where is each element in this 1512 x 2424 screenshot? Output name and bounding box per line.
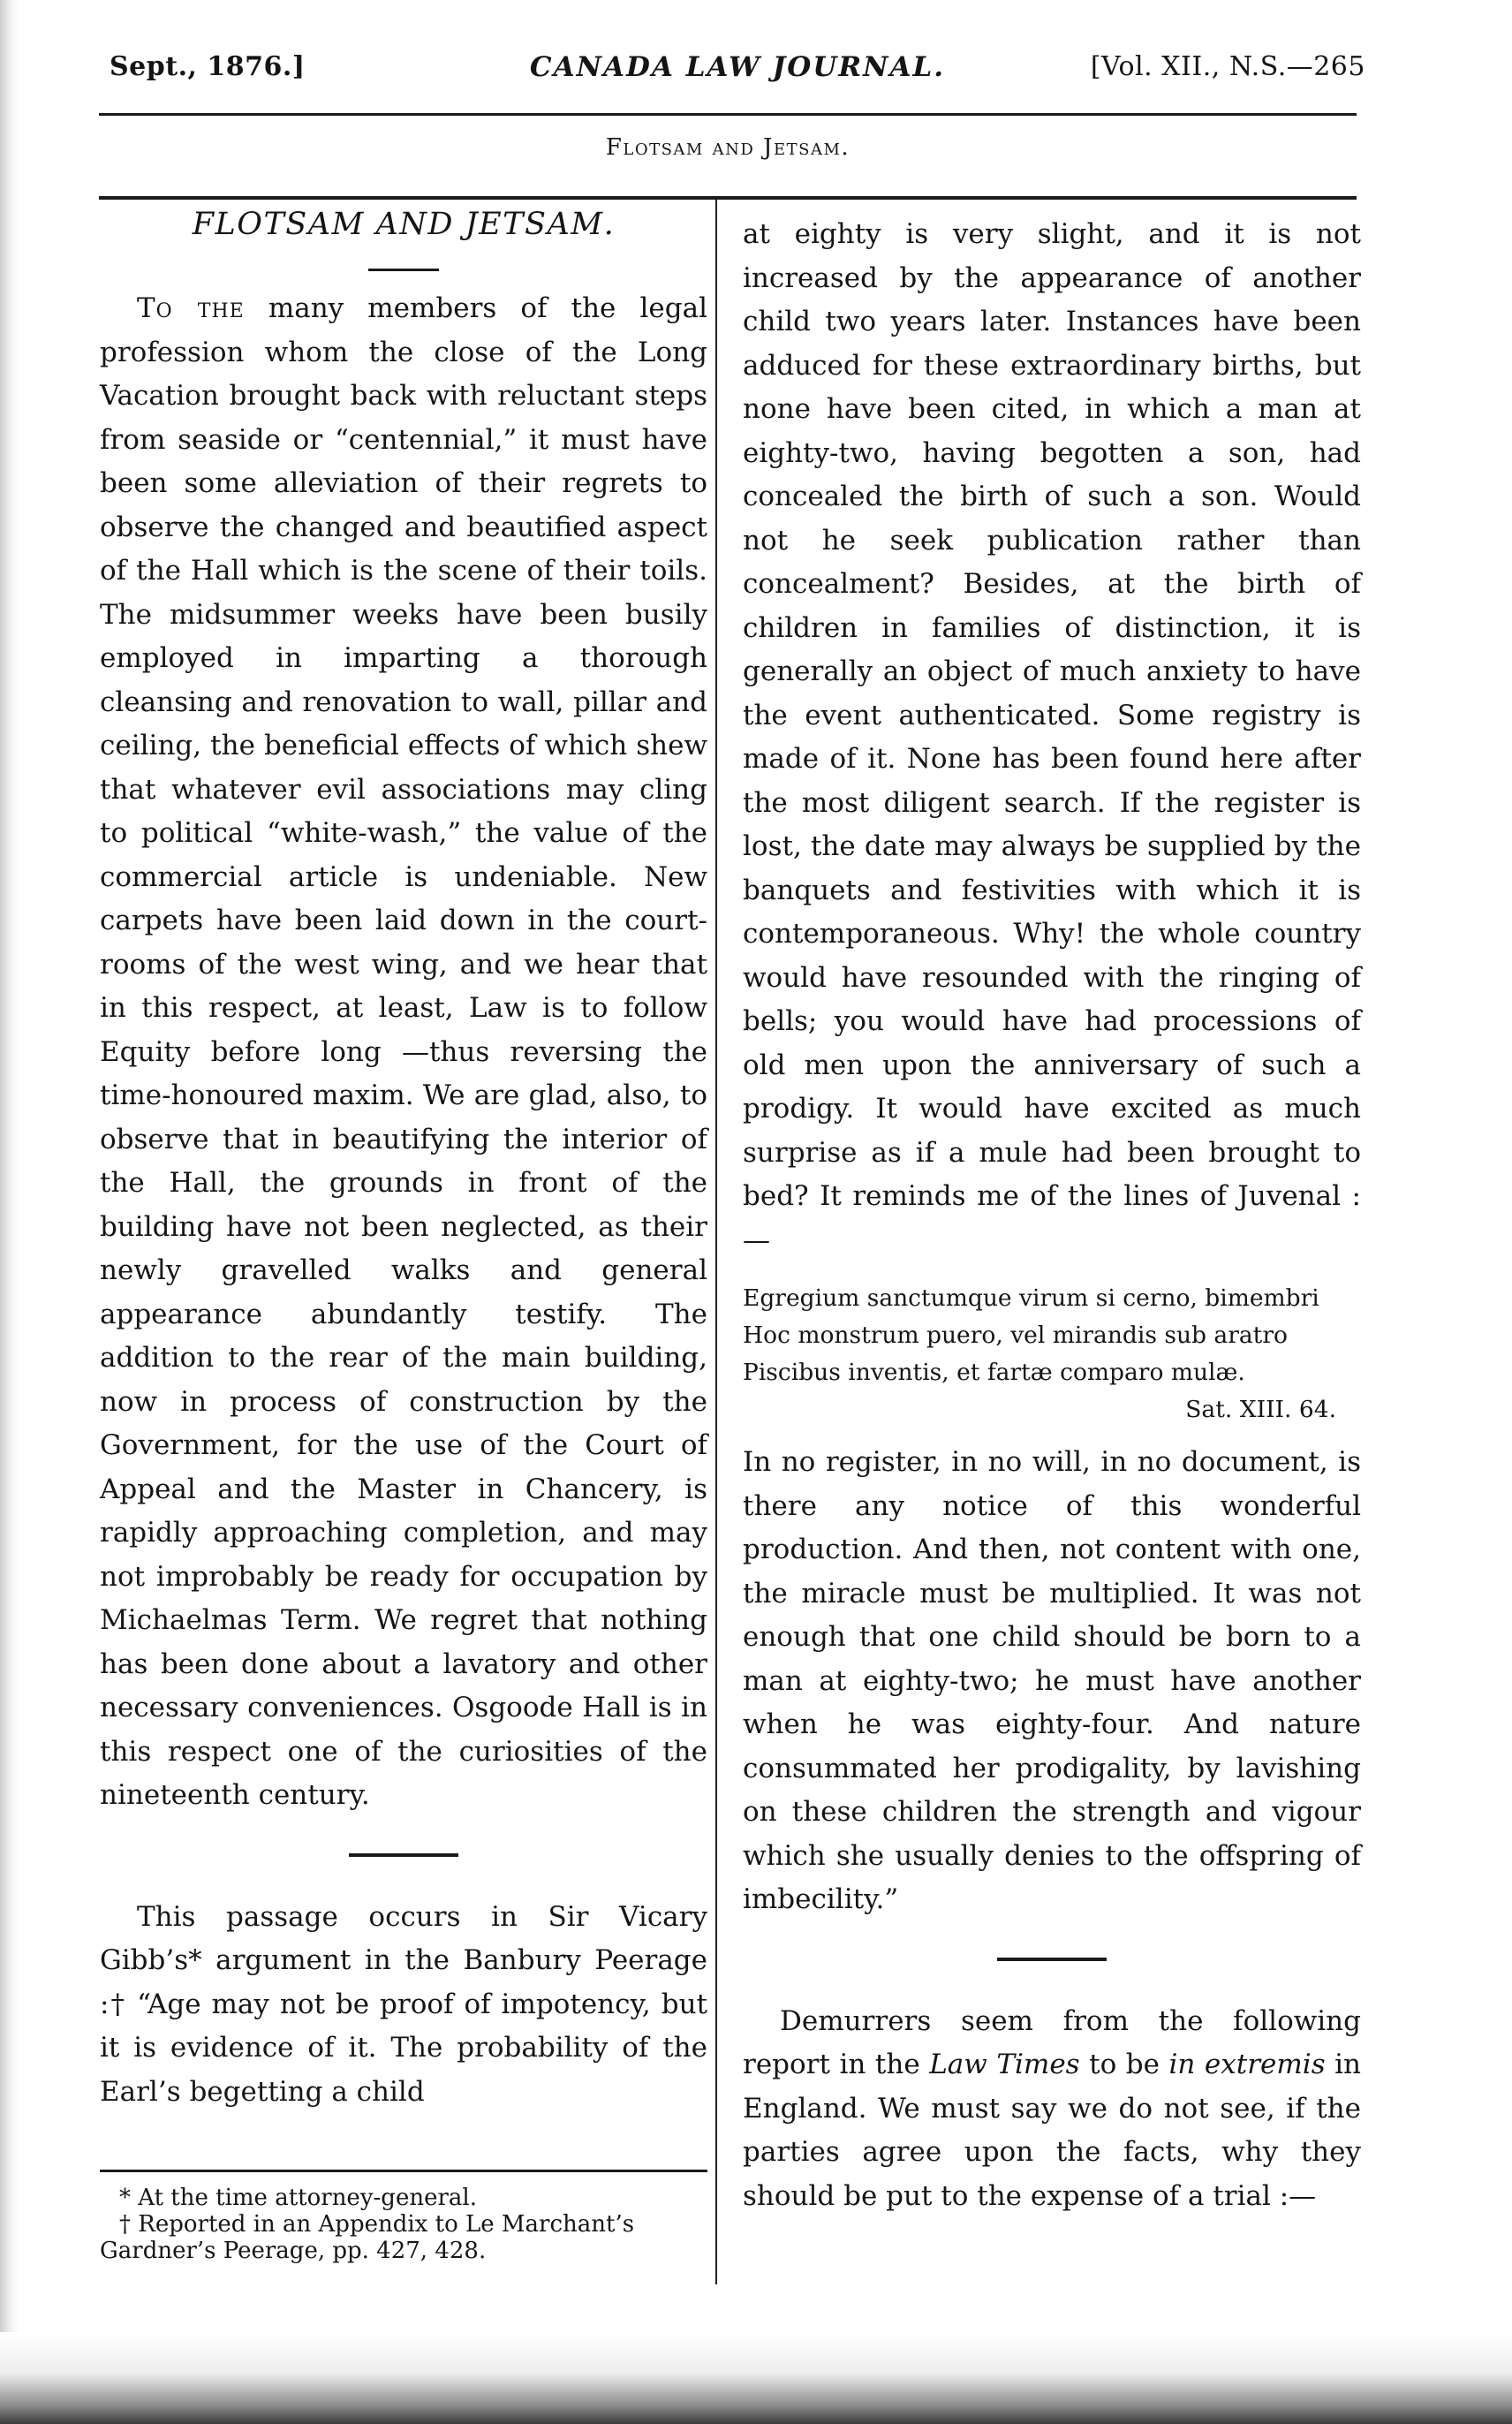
quote-line: Hoc monstrum puero, vel mirandis sub aratro [743, 1322, 1288, 1349]
issue-date: Sept., 1876.] [110, 51, 306, 82]
paragraph-banbury-peerage: This passage occurs in Sir Vicary Gibb’s* argument in the Banbury Peerage :† “Age may not be proof of impotency, but it is evidence of it. The probability of the Earl’s begetting a child [100, 1900, 707, 2108]
paragraph-osgoode-hall [100, 287, 707, 1818]
section-break-rule [349, 1853, 458, 1857]
text-run: Demurrers seem from the following report in the [743, 2004, 1361, 2080]
paragraph-demurrers [743, 2000, 1361, 2219]
volume-page-number: [Vol. XII., N.S.—265 [1090, 51, 1365, 82]
running-head [110, 51, 1365, 101]
title-rule [368, 269, 439, 271]
quote-line: Piscibus inventis, et fartæ comparo mulæ. [743, 1359, 1245, 1386]
article-title: FLOTSAM AND JETSAM. [192, 207, 616, 242]
lead-in: To the [137, 292, 245, 324]
page-edge [0, 0, 19, 2424]
paragraph-body: many members of the legal profession whom the close of the Long Vacation brought back with reluctant steps from seaside or “centennial,” it must have been some alleviation of their regrets to observe the changed and beautified aspect of the Hall which is the scene of their toils. The midsummer weeks have been busily employed in imparting a thorough cleansing and renovation to wall, pillar and ceiling, the beneficial effects of which shew that whatever evil associations may cling to political “white-wash,” the value of the commercial article is undeniable. New carpets have been laid down in the court-rooms of the west wing, and we hear that in this respect, at least, Law is to follow Equity before long —thus reversing the time-honoured maxim. We are glad, also, to observe that in beautifying the interior of the Hall, the grounds in front of the building have not been neglected, as their newly gravelled walks and general appearance abundantly testify. The addition to the rear of the main building, now in process of construction by the Government, for the use of the Court of Appeal and the Master in Chancery, is rapidly approaching completion, and may not improbably be ready for occupation by Michaelmas Term. We regret that nothing has been done about a lavatory and other necessary conveniences. Osgoode Hall is in this respect one of the curiosities of the nineteenth century. [100, 292, 707, 1811]
journal-title: CANADA LAW JOURNAL. [529, 51, 946, 83]
left-column [100, 205, 707, 2114]
section-break-rule [997, 1958, 1107, 1961]
footnote-1: * At the time attorney-general. [119, 2185, 477, 2211]
right-column [743, 213, 1361, 2218]
section-rule [99, 196, 1357, 200]
text-run: to be [1079, 2049, 1169, 2080]
footnote-2: † Reported in an Appendix to Le Marchant’s Gardner’s Peerage, pp. 427, 428. [100, 2211, 635, 2264]
quote-citation: Sat. XIII. 64. [1185, 1396, 1336, 1423]
header-rule [99, 113, 1357, 116]
italic-law-times: Law Times [929, 2049, 1080, 2080]
page-bottom-shadow [0, 2332, 1512, 2424]
column-divider [715, 200, 717, 2284]
paragraph-register: In no register, in no will, in no document, is there any notice of this wonderful production. And then, not content with one, the miracle must be multiplied. It was not enough that one child should be born to a man at eighty-two; he must have another when he was eighty-four. And nature consummated her prodigality, by lavishing on these children the strength and vigour which she usually denies to the offspring of imbecility.” [743, 1446, 1361, 1915]
italic-in-extremis: in extremis [1168, 2049, 1326, 2080]
footnote-rule [100, 2170, 707, 2172]
text-run: in England. We must say we do not see, if the parties agree upon the facts, why they should be put to the expense of a trial :— [743, 2049, 1362, 2212]
quote-line: Egregium sanctumque virum si cerno, bimembri [743, 1284, 1319, 1312]
section-head: Flotsam and Jetsam. [605, 134, 850, 161]
paragraph-continuation: at eighty is very slight, and it is not increased by the appearance of another child two years later. Instances have been adduced for these extraordinary births, but none have been cited, in which a man at eighty-two, having begotten a son, had concealed the birth of such a son. Would not he seek publication rather than concealment? Besides, at the birth of children in families of distinction, it is generally an object of much anxiety to have the event authenticated. Some registry is made of it. None has been found here after the most diligent search. If the register is lost, the date may always be supplied by the banquets and festivities with which it is contemporaneous. Why! the whole country would have resounded with the ringing of bells; you would have had processions of old men upon the anniversary of such a prodigy. It would have excited as much surprise as if a mule had been brought to bed? It reminds me of the lines of Juvenal :— [743, 218, 1361, 1256]
juvenal-quote [743, 1280, 1361, 1428]
footnotes [100, 2170, 707, 2264]
